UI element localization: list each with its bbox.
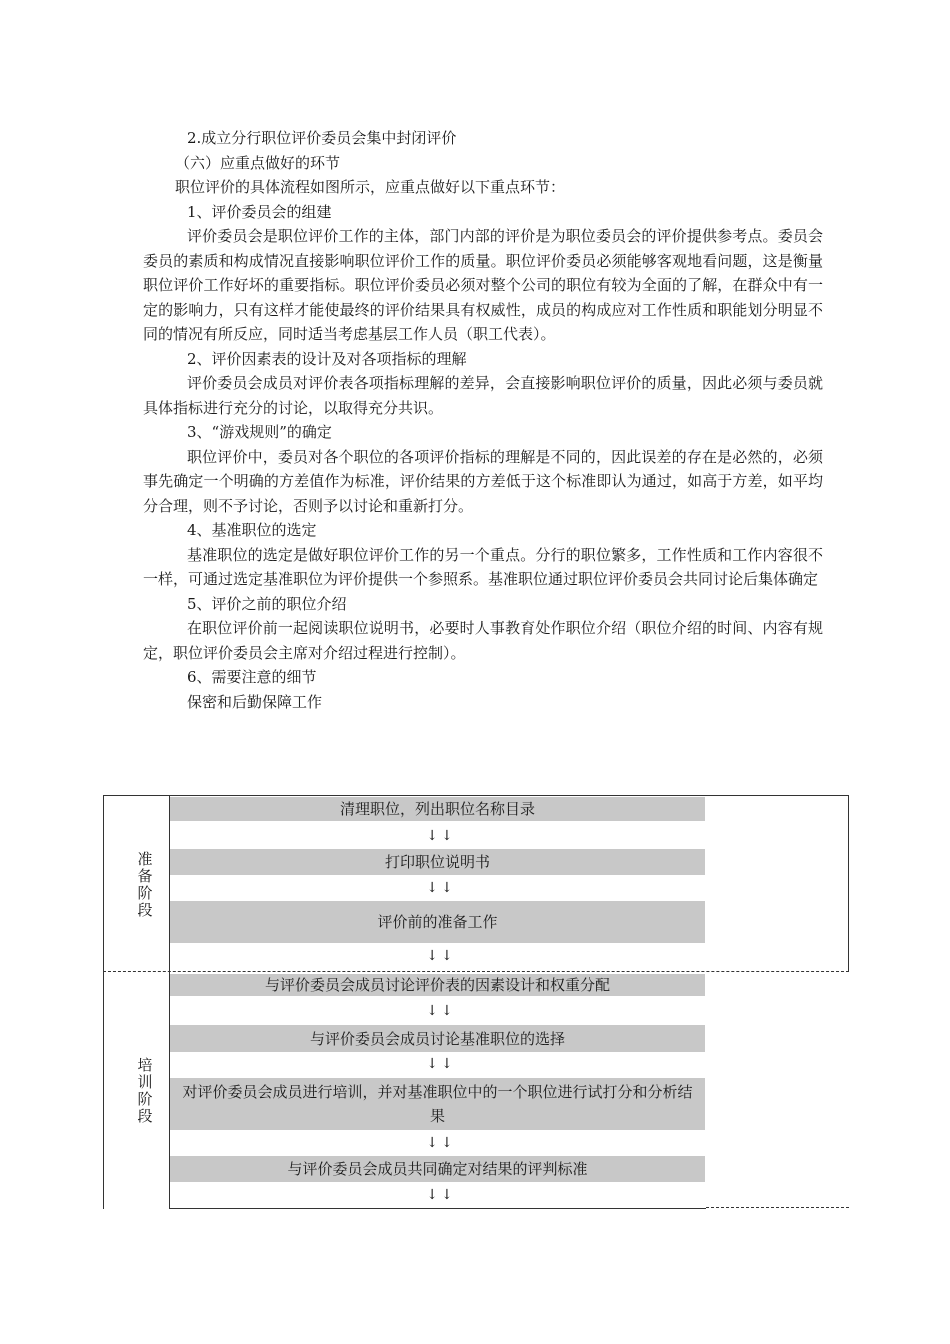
stage-label-training [133, 1057, 157, 1125]
stage-char: 备 [137, 867, 153, 885]
stage-char: 培 [137, 1056, 153, 1074]
stage-char: 阶 [137, 884, 153, 902]
stage-separator [103, 971, 849, 972]
intro-line: 职位评价的具体流程如图所示，应重点做好以下重点环节： [175, 178, 566, 196]
frame-top-border [103, 795, 849, 796]
flow-step-2: 打印职位说明书 [170, 849, 705, 875]
frame-bottom-dashed [706, 1207, 849, 1208]
item-heading-2: 2、评价因素表的设计及对各项指标的理解 [187, 349, 467, 368]
down-arrow-icon: ↓↓ [426, 948, 456, 964]
down-arrow-icon: ↓↓ [426, 880, 456, 896]
flow-step-3: 评价前的准备工作 [170, 901, 705, 943]
item-heading-5: 5、评价之前的职位介绍 [187, 594, 347, 613]
stage-char: 段 [137, 901, 153, 919]
item-paragraph-1: 评价委员会是职位评价工作的主体，部门内部的评价是为职位委员会的评价提供参考点。委员会委员的素质和构成情况直接影响职位评价工作的质量。职位评价委员必须能够客观地看问题，这是衡量职位评价工作好坏的重要指标。职位评价委员必须对整个公司的职位有较为全面的了解，在群众中有一定的影响力，只有这样才能使最终的评价结果具有权威性，成员的构成应对工作性质和职能划分明显不同的情况有所反应，同时适当考虑基层工作人员（职工代表）。 [143, 227, 823, 343]
down-arrow-icon: ↓↓ [426, 1056, 456, 1072]
document-body [143, 126, 823, 714]
item-paragraph-3: 职位评价中，委员对各个职位的各项评价指标的理解是不同的，因此误差的存在是必然的，必须事先确定一个明确的方差值作为标准，评价结果的方差低于这个标准即认为通过，如高于方差，如平均分合理，则不予讨论，否则予以讨论和重新打分。 [143, 447, 823, 515]
item-heading-1: 1、评价委员会的组建 [187, 202, 332, 221]
frame-right-border [848, 795, 849, 971]
flow-step-1: 清理职位，列出职位名称目录 [170, 797, 705, 821]
item-heading-6: 6、需要注意的细节 [187, 668, 317, 686]
frame-left-border [103, 795, 104, 1209]
down-arrow-icon: ↓↓ [426, 1003, 456, 1019]
item-heading-4: 4、基准职位的选定 [187, 521, 317, 539]
down-arrow-icon: ↓↓ [426, 1135, 456, 1151]
stage-char: 准 [137, 850, 153, 868]
flow-step-7: 与评价委员会成员共同确定对结果的评判标准 [170, 1156, 705, 1182]
item-paragraph-2: 评价委员会成员对评价表各项指标理解的差异，会直接影响职位评价的质量，因此必须与委员就具体指标进行充分的讨论，以取得充分共识。 [143, 374, 823, 417]
stage-char: 训 [137, 1073, 153, 1091]
stage-char: 阶 [137, 1090, 153, 1108]
item-paragraph-6: 保密和后勤保障工作 [187, 692, 323, 711]
down-arrow-icon: ↓↓ [426, 828, 456, 844]
flow-step-6: 对评价委员会成员进行培训，并对基准职位中的一个职位进行试打分和分析结果 [170, 1078, 705, 1130]
process-flowchart [103, 795, 849, 1209]
item-heading-3: 3、“游戏规则”的确定 [187, 423, 332, 441]
flow-step-5: 与评价委员会成员讨论基准职位的选择 [170, 1025, 705, 1052]
flow-step-4: 与评价委员会成员讨论评价表的因素设计和权重分配 [170, 974, 705, 996]
section-line: 2.成立分行职位评价委员会集中封闭评价 [187, 129, 457, 147]
item-paragraph-4: 基准职位的选定是做好职位评价工作的另一个重点。分行的职位繁多，工作性质和工作内容很不一样，可通过选定基准职位为评价提供一个参照系。基准职位通过职位评价委员会共同讨论后集体确定 [143, 545, 823, 588]
stage-char: 段 [137, 1107, 153, 1125]
section-heading: （六）应重点做好的环节 [175, 153, 341, 172]
stage-label-preparation [133, 851, 157, 919]
frame-bottom-border [169, 1208, 706, 1209]
down-arrow-icon: ↓↓ [426, 1187, 456, 1203]
item-paragraph-5: 在职位评价前一起阅读职位说明书，必要时人事教育处作职位介绍（职位介绍的时间、内容有规定，职位评价委员会主席对介绍过程进行控制）。 [143, 619, 823, 662]
